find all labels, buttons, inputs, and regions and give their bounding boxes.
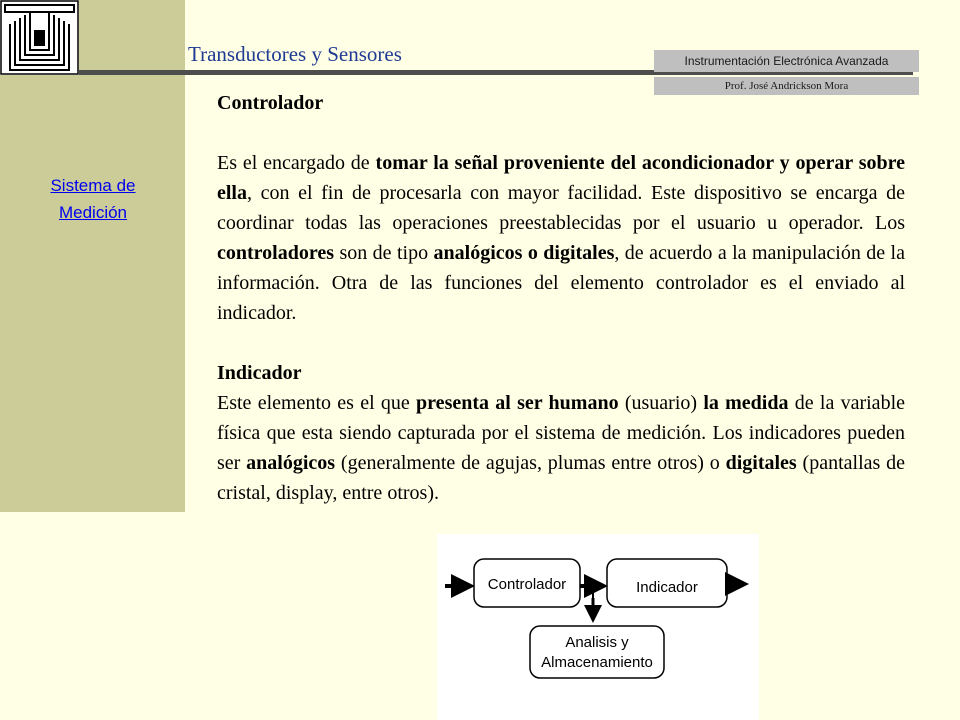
professor-name-box: Prof. José Andrickson Mora (654, 77, 919, 95)
institution-logo (0, 0, 79, 75)
indicador-heading: Indicador (217, 362, 302, 384)
controlador-node-label: Controlador (487, 576, 567, 593)
main-content (217, 88, 905, 508)
indicador-node-label: Indicador (636, 579, 698, 596)
link-line-1[interactable]: Sistema de (50, 176, 136, 195)
indicador-paragraph: Este elemento es el que presenta al ser humano (usuario) la medida de la variable física que esta siendo capturada por el sistema de medición. Los indicadores pueden ser analógicos (generalmente de agujas, plumas entre otros) o digitales (pantallas de cristal, display, entre otros). (217, 392, 906, 504)
block-diagram (437, 534, 759, 720)
analisis-node-label-line2: Almacenamiento (541, 654, 653, 671)
sistema-de-medicion-link[interactable] (18, 172, 168, 226)
slide-title: Transductores y Sensores (188, 42, 402, 66)
controlador-heading: Controlador (217, 92, 324, 114)
analisis-node-label-line1: Analisis y (565, 634, 629, 651)
course-name-box: Instrumentación Electrónica Avanzada (654, 50, 919, 72)
sidebar (0, 0, 185, 512)
link-line-2[interactable]: Medición (58, 203, 128, 222)
controlador-paragraph: Es el encargado de tomar la señal proveniente del acondicionador y operar sobre ella, con el fin de procesarla con mayor facilidad. Este dispositivo se encarga de coordinar todas las operaciones preestablecidas por el usuario u operador. Los controladores son de tipo analógicos o digitales, de acuerdo a la manipulación de la información. Otra de las funciones del elemento controlador es el enviado al indicador. (217, 152, 905, 324)
